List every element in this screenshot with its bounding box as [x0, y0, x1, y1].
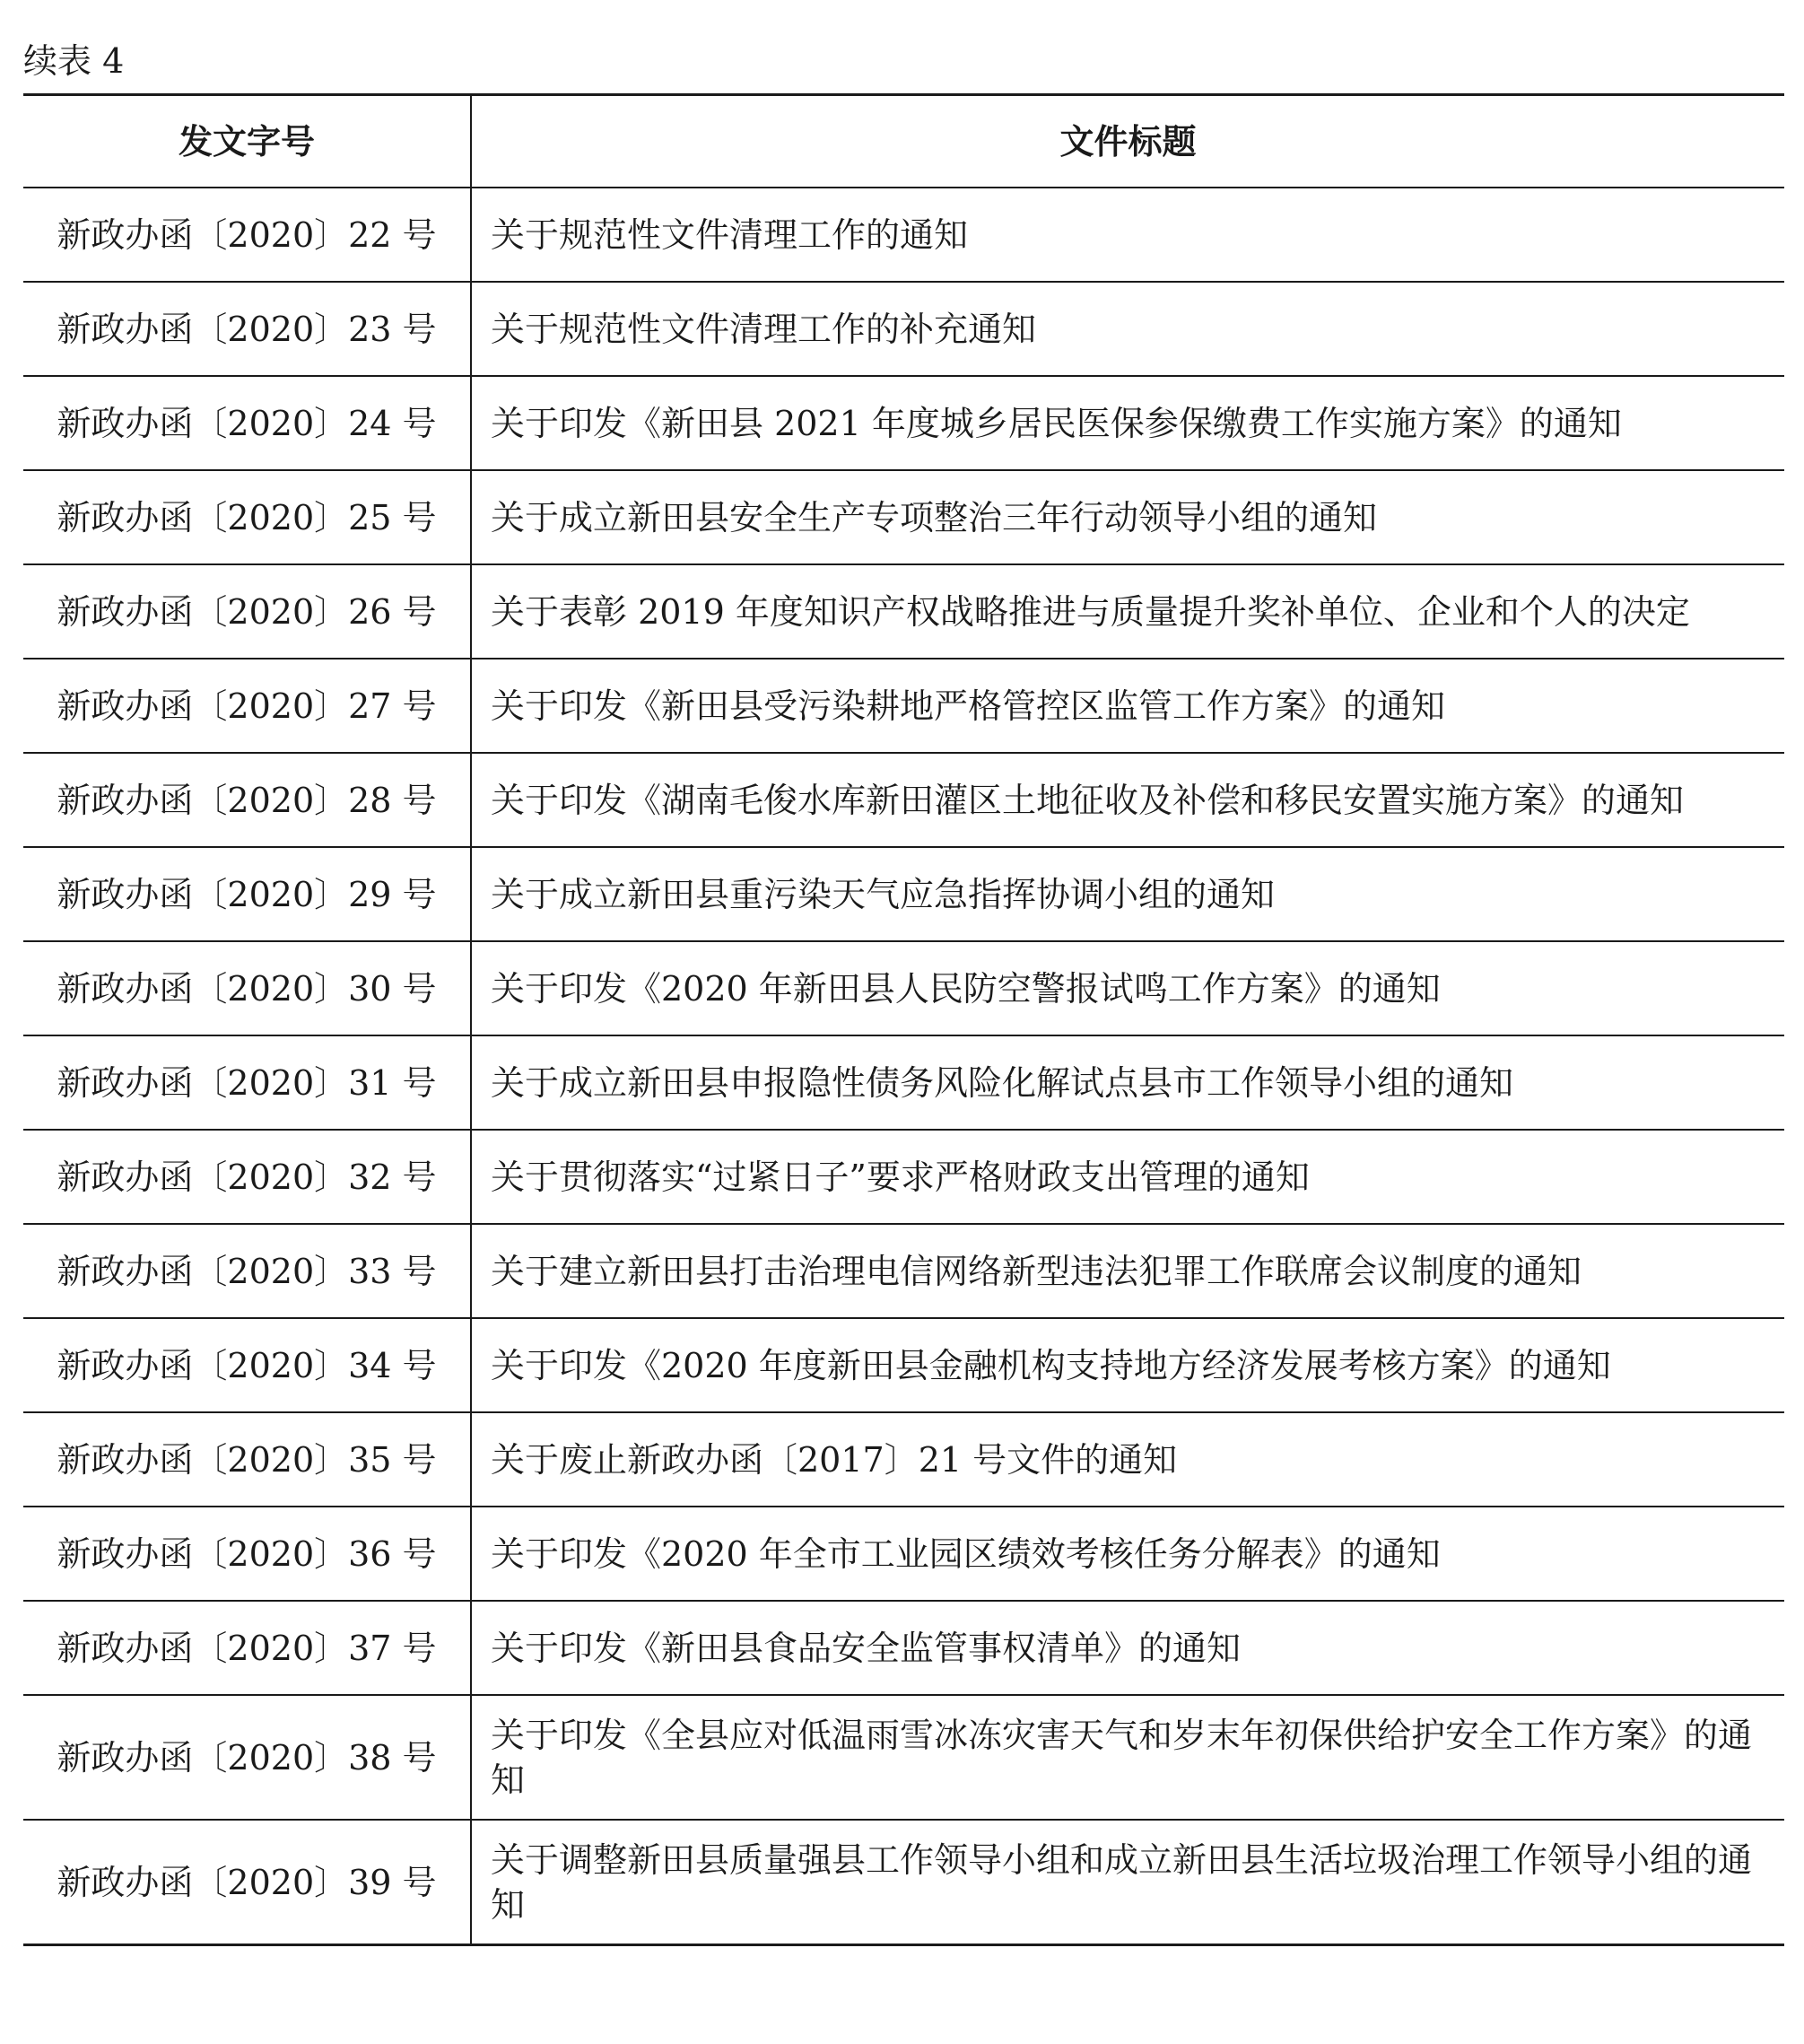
document-title: 关于贯彻落实“过紧日子”要求严格财政支出管理的通知 — [491, 1157, 1310, 1197]
document-title: 关于印发《新田县受污染耕地严格管控区监管工作方案》的通知 — [491, 686, 1446, 726]
document-number: 新政办函〔2020〕27 号 — [23, 659, 471, 753]
table-row — [23, 1035, 1784, 1130]
table-row — [23, 1820, 1784, 1945]
document-list-table — [23, 93, 1784, 1946]
table-row — [23, 1224, 1784, 1318]
table-row — [23, 564, 1784, 659]
table-caption: 续表 4 — [23, 41, 125, 81]
table-row — [23, 1601, 1784, 1695]
document-title: 关于废止新政办函〔2017〕21 号文件的通知 — [491, 1439, 1178, 1480]
document-number: 新政办函〔2020〕29 号 — [23, 847, 471, 941]
document-number: 新政办函〔2020〕30 号 — [23, 941, 471, 1035]
document-title: 关于印发《2020 年度新田县金融机构支持地方经济发展考核方案》的通知 — [491, 1345, 1611, 1385]
table-row — [23, 1318, 1784, 1412]
document-number: 新政办函〔2020〕35 号 — [23, 1412, 471, 1507]
document-title: 关于成立新田县安全生产专项整治三年行动领导小组的通知 — [491, 497, 1378, 537]
table-row — [23, 1412, 1784, 1507]
document-title: 关于印发《全县应对低温雨雪冰冻灾害天气和岁末年初保供给护安全工作方案》的通知 — [491, 1715, 1753, 1800]
document-number: 新政办函〔2020〕33 号 — [23, 1224, 471, 1318]
document-number: 新政办函〔2020〕31 号 — [23, 1035, 471, 1130]
document-number: 新政办函〔2020〕39 号 — [23, 1820, 471, 1945]
table-header — [23, 95, 1784, 188]
header-row — [23, 95, 1784, 188]
document-number: 新政办函〔2020〕25 号 — [23, 470, 471, 564]
table-row — [23, 470, 1784, 564]
document-title: 关于建立新田县打击治理电信网络新型违法犯罪工作联席会议制度的通知 — [491, 1251, 1582, 1291]
table-body — [23, 188, 1784, 1945]
table-row — [23, 1507, 1784, 1601]
document-title: 关于印发《2020 年新田县人民防空警报试鸣工作方案》的通知 — [491, 968, 1441, 1009]
document-number: 新政办函〔2020〕32 号 — [23, 1130, 471, 1224]
document-number: 新政办函〔2020〕37 号 — [23, 1601, 471, 1695]
document-number: 新政办函〔2020〕36 号 — [23, 1507, 471, 1601]
document-number: 新政办函〔2020〕22 号 — [23, 188, 471, 282]
document-number: 新政办函〔2020〕38 号 — [23, 1695, 471, 1820]
document-title: 关于印发《新田县 2021 年度城乡居民医保参保缴费工作实施方案》的通知 — [491, 403, 1622, 443]
document-number: 新政办函〔2020〕24 号 — [23, 376, 471, 470]
table-row — [23, 188, 1784, 282]
header-document-title: 文件标题 — [1059, 120, 1197, 162]
document-title: 关于成立新田县重污染天气应急指挥协调小组的通知 — [491, 874, 1276, 914]
table-row — [23, 282, 1784, 376]
table-row — [23, 376, 1784, 470]
document-number: 新政办函〔2020〕26 号 — [23, 564, 471, 659]
table-row — [23, 1130, 1784, 1224]
document-title: 关于表彰 2019 年度知识产权战略推进与质量提升奖补单位、企业和个人的决定 — [491, 591, 1690, 632]
document-title: 关于成立新田县申报隐性债务风险化解试点县市工作领导小组的通知 — [491, 1062, 1514, 1103]
document-title: 关于印发《新田县食品安全监管事权清单》的通知 — [491, 1628, 1242, 1668]
table-row — [23, 1695, 1784, 1820]
document-title: 关于印发《湖南毛俊水库新田灌区土地征收及补偿和移民安置实施方案》的通知 — [491, 780, 1685, 820]
document-number: 新政办函〔2020〕28 号 — [23, 753, 471, 847]
document-number: 新政办函〔2020〕23 号 — [23, 282, 471, 376]
document-title: 关于调整新田县质量强县工作领导小组和成立新田县生活垃圾治理工作领导小组的通知 — [491, 1839, 1753, 1925]
table-row — [23, 659, 1784, 753]
document-number: 新政办函〔2020〕34 号 — [23, 1318, 471, 1412]
table-row — [23, 847, 1784, 941]
document-title: 关于规范性文件清理工作的通知 — [491, 214, 969, 255]
table-row — [23, 941, 1784, 1035]
document-title: 关于印发《2020 年全市工业园区绩效考核任务分解表》的通知 — [491, 1533, 1441, 1574]
document-title: 关于规范性文件清理工作的补充通知 — [491, 309, 1037, 349]
table-row — [23, 753, 1784, 847]
header-document-number: 发文字号 — [23, 95, 471, 188]
